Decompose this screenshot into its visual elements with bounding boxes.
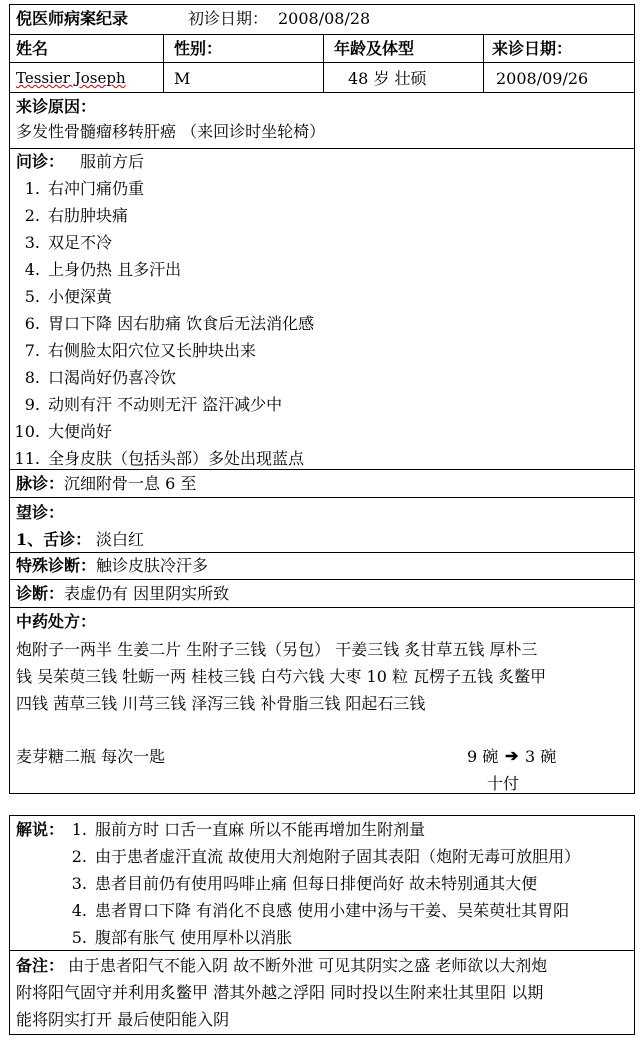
list-item: 1. 服前方时 口舌一直麻 所以不能再增加生附剂量 bbox=[71, 820, 426, 839]
patient-header-row bbox=[10, 34, 634, 62]
prescription-label: 中药处方： bbox=[16, 612, 97, 631]
patient-visit-date: 2008/09/26 bbox=[496, 69, 589, 88]
diagnosis-text: 表虚仍有 因里阴实所致 bbox=[64, 584, 230, 603]
special-text: 触诊皮肤冷汗多 bbox=[96, 556, 209, 575]
pulse-section bbox=[10, 469, 634, 497]
list-item: 2. 右肋肿块痛 bbox=[24, 206, 129, 225]
pulse-label: 脉诊： bbox=[16, 474, 65, 493]
list-item: 9. 动则有汗 不动则无汗 盗汗减少中 bbox=[24, 395, 283, 414]
special-section bbox=[10, 552, 634, 579]
inquiry-subtitle: 服前方后 bbox=[80, 152, 145, 171]
header-visit-date: 来诊日期： bbox=[492, 39, 573, 58]
record-box bbox=[9, 4, 635, 794]
explanation-label: 解说： bbox=[16, 820, 65, 839]
observe-section bbox=[10, 497, 634, 552]
inquiry-section bbox=[10, 148, 634, 469]
page-title: 倪医师病案纪录 bbox=[16, 9, 129, 28]
dose-count: 十付 bbox=[487, 774, 520, 793]
reason-section bbox=[10, 92, 634, 148]
patient-sex: M bbox=[174, 69, 191, 88]
diagnosis-section bbox=[10, 579, 634, 607]
diagnosis-label: 诊断： bbox=[16, 584, 65, 603]
prescription-section bbox=[10, 607, 634, 794]
explanation-section bbox=[10, 816, 634, 950]
patient-age: 48 岁 壮硕 bbox=[348, 69, 427, 88]
observe-label: 望诊： bbox=[16, 503, 65, 522]
list-item: 4. 患者胃口下降 有消化不良感 使用小建中汤与干姜、吴茱萸壮其胃阳 bbox=[71, 901, 570, 920]
list-item: 8. 口渴尚好仍喜冷饮 bbox=[24, 368, 177, 387]
first-visit-date: 2008/08/28 bbox=[278, 9, 371, 28]
dose-to: 3 碗 bbox=[525, 747, 557, 766]
header-name: 姓名 bbox=[16, 39, 49, 58]
reason-label: 来诊原因： bbox=[16, 97, 97, 116]
prescription-note: 麦芽糖二瓶 每次一匙 bbox=[16, 747, 166, 766]
remarks-line: 能将阴实打开 最后使阳能入阴 bbox=[16, 1010, 230, 1029]
list-item: 4. 上身仍热 且多汗出 bbox=[24, 260, 182, 279]
list-item: 3. 双足不冷 bbox=[24, 233, 113, 252]
header-sex: 性别： bbox=[174, 39, 223, 58]
dose-arrow: ➔ bbox=[505, 746, 519, 765]
prescription-line: 四钱 茜草三钱 川芎三钱 泽泻三钱 补骨脂三钱 阳起石三钱 bbox=[16, 694, 426, 713]
remarks-line: 附将阳气固守并利用炙鳖甲 潜其外越之浮阳 同时投以生附来壮其里阳 以期 bbox=[16, 983, 544, 1002]
remarks-section bbox=[10, 950, 634, 1035]
first-visit-label: 初诊日期： bbox=[188, 9, 269, 28]
reason-text: 多发性骨髓瘤移转肝癌 （来回诊时坐轮椅） bbox=[16, 122, 326, 141]
remarks-label: 备注： bbox=[16, 956, 65, 975]
list-item: 10. 大便尚好 bbox=[14, 422, 113, 441]
inquiry-label: 问诊： bbox=[16, 152, 65, 171]
prescription-line: 钱 吴茱萸三钱 牡蛎一两 桂枝三钱 白芍六钱 大枣 10 粒 瓦楞子五钱 炙鳖甲 bbox=[16, 667, 547, 686]
patient-name: Tessier Joseph bbox=[16, 69, 126, 87]
header-age: 年龄及体型 bbox=[334, 39, 415, 58]
tongue-text: 淡白红 bbox=[96, 530, 145, 549]
list-item: 1. 右冲门痛仍重 bbox=[24, 179, 145, 198]
prescription-line: 炮附子一两半 生姜二片 生附子三钱（另包） 干姜三钱 炙甘草五钱 厚朴三 bbox=[16, 640, 538, 659]
list-item: 5. 小便深黄 bbox=[24, 287, 113, 306]
remarks-line: 由于患者阳气不能入阴 故不断外泄 可见其阴实之盛 老师欲以大剂炮 bbox=[68, 956, 548, 975]
explanation-box bbox=[9, 815, 635, 1035]
dose-from: 9 碗 bbox=[467, 747, 499, 766]
list-item: 6. 胃口下降 因右肋痛 饮食后无法消化感 bbox=[24, 314, 315, 333]
tongue-label: 1、舌诊： bbox=[16, 530, 92, 549]
pulse-text: 沉细附骨一息 6 至 bbox=[64, 474, 197, 493]
list-item: 5. 腹部有胀气 使用厚朴以消胀 bbox=[71, 928, 293, 947]
title-row bbox=[10, 5, 634, 34]
list-item: 2. 由于患者虚汗直流 故使用大剂炮附子固其表阳（炮附无毒可放胆用） bbox=[71, 847, 581, 866]
list-item: 3. 患者目前仍有使用吗啡止痛 但每日排便尚好 故未特别通其大便 bbox=[71, 874, 538, 893]
list-item: 11. 全身皮肤（包括头部）多处出现蓝点 bbox=[14, 449, 305, 468]
patient-value-row bbox=[10, 62, 634, 92]
list-item: 7. 右侧脸太阳穴位又长肿块出来 bbox=[24, 341, 257, 360]
special-label: 特殊诊断： bbox=[16, 556, 97, 575]
